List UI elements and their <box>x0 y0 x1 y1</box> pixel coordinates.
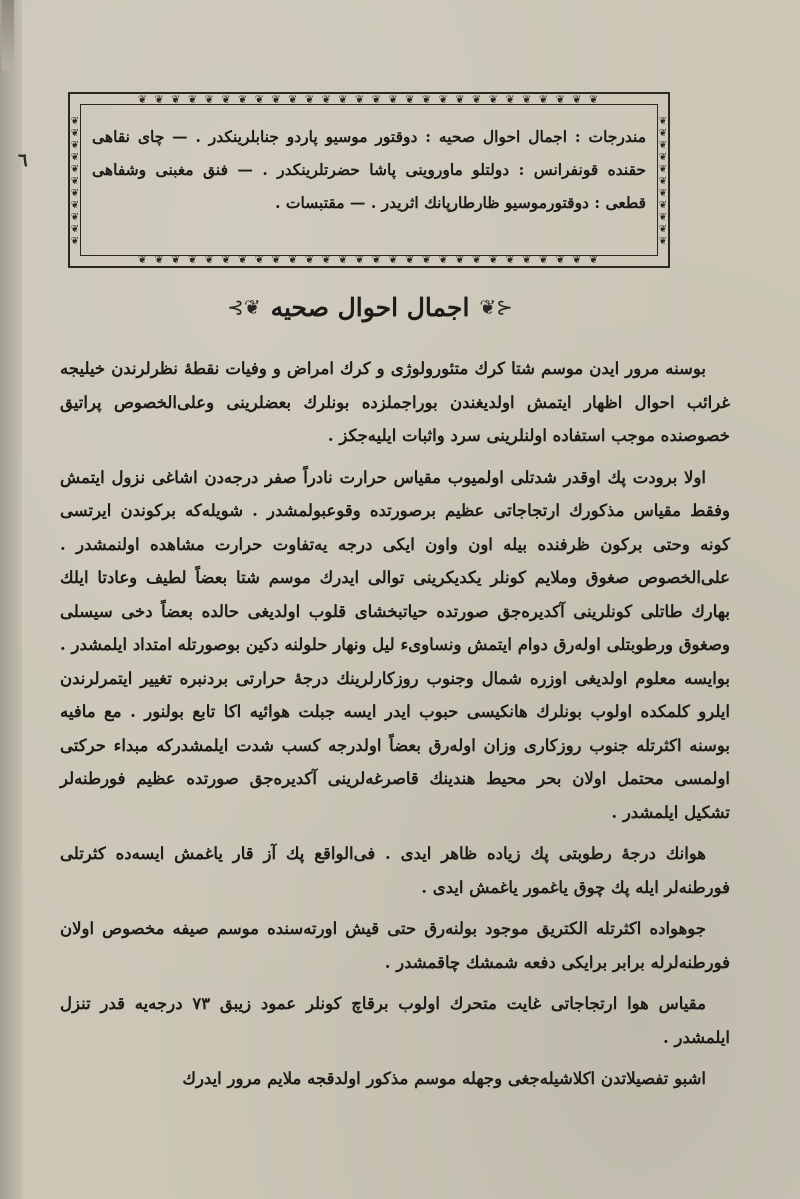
right-ornament-border: ❦❦❦❦❦❦❦❦❦❦❦ <box>658 116 668 244</box>
bottom-ornament-border: ❦ ❦ ❦ ❦ ❦ ❦ ❦ ❦ ❦ ❦ ❦ ❦ ❦ ❦ ❦ ❦ ❦ ❦ ❦ ❦ ❦ ❦ ❦ ❦ ❦ ❦ ❦ ❦ <box>137 254 601 266</box>
page-number: ٦ <box>18 150 28 171</box>
paragraph-3: هوانك درجهٔ رطوبتی پك زیاده ظاهر ایدی . فی‌الواقع پك آز قار یاغمش ایسه‌ده کثرتلی فورطنه‌لر ایله پك چوق یاغمور یاغمش ایدی . <box>60 844 730 897</box>
heading-ornament-left-icon: ⊰❦ <box>227 295 261 319</box>
paragraph-5: مقیاس هوا ارتجاجاتی غایت متحرك اولوب برقاچ کونلر عمود زیبق ٧٣ درجه‌یه قدر تنزل ایلمشدر . <box>60 994 730 1047</box>
heading-ornament-right-icon: ❦⊱ <box>479 295 513 319</box>
paragraph-2: اولا برودت پك اوقدر شدتلی اولمیوب مقیاس حرارت نادراً صفر درجه‌دن اشاغی نزول ایتمش وفقط مقیاس مذکورك ارتجاجاتی عظیم برصورتده وقوعبولمشدر . شویله‌که برکوندن ایرتسی کونه وحتی برکون ظرفنده بیله اون واون ایکی درجه یه‌تفاوت حرارت مشاهده اولنمشدر . علی‌الخصوص صغوق وملایم کونلر یکدیکرینی توالی ایدرك موسم شتا بعضاً لطیف وعادتا ایلك بهارك طاتلی کونلرینی آکدیره‌جق صورتده حیاتبخشای قلوب اولدیغی حالده بعضاً دخی سیسلی وصغوق ورطوبتلی اوله‌رق دوام ایتمش ونساویء لیل ونهار حلولنه دکین بوصورتله امتداد ایلمشدر . بوایسه معلوم اولدیغی اوزره شمال وجنوب روزکارلرینك درجهٔ حرارتی بردنبره تغییر ایتمرلرندن ایلرو کلمکده اولوب بونلرك هانکیسی حبوب ایدر ایسه جبلت هوائیه اکا تابع بولنور . مع مافیه بوسنه اکثرتله جنوب روزکاری وزان اوله‌رق بعضاً اولدرجه کسب شدت ایلمشدرکه مبداء حرکتی اولمسی محتمل اولان بحر محیط هندینك قاصرغه‌لرینی آکدیره‌جق صورتده عظیم فورطنه‌لر تشکیل ایلمشدر . <box>60 467 730 822</box>
binding-edge <box>0 0 22 1199</box>
binding-mark <box>2 0 14 70</box>
paragraph-6: اشبو تفصیلاتدن اکلاشیله‌جغی وجهله موسم مذکور اولدقجه ملایم مرور ایدرك <box>182 1069 706 1088</box>
article-body <box>60 352 730 1104</box>
section-title: اجمال احوال صحیه <box>270 292 470 322</box>
section-heading <box>220 287 520 327</box>
paragraph-1: بوسنه مرور ایدن موسم شتا کرك متئورولوژی و کرك امراض و وفیات نقطهٔ نظرلرندن خیلیجه غرائب احوال اظهار ایتمش اولدیغندن بوراجملزده بونلرك بعضلرینی وعلی‌الخصوص پراتیق خصوصنده موجب استفاده اولنلرینی سرد واثبات ایلیه‌جکز . <box>60 359 730 445</box>
paragraph-4: جوهواده اکثرتله الکتریق موجود بولنه‌رق حتی قیش اورته‌سنده موسم صیفه مخصوص اولان فورطنه‌لرله برابر برایکی دفعه شمشك چاقمشدر . <box>60 919 730 972</box>
left-ornament-border: ❦❦❦❦❦❦❦❦❦❦❦ <box>70 116 80 244</box>
table-of-contents-text: مندرجات : اجمال احوال صحیه : دوقتور موسیو پاردو جنابلرینکدر . — چای نقاهی حقنده قونفرانس : دولتلو ماوروینی پاشا حضرتلرینکدر . — فنق مغبنی وشفاهی قطعی : دوقتورموسیو ظارطارپانك اثریدر . — مقتبسات . <box>92 127 646 212</box>
top-ornament-border: ❦ ❦ ❦ ❦ ❦ ❦ ❦ ❦ ❦ ❦ ❦ ❦ ❦ ❦ ❦ ❦ ❦ ❦ ❦ ❦ ❦ ❦ ❦ ❦ ❦ ❦ ❦ ❦ <box>137 94 601 106</box>
table-of-contents-frame <box>68 92 670 268</box>
